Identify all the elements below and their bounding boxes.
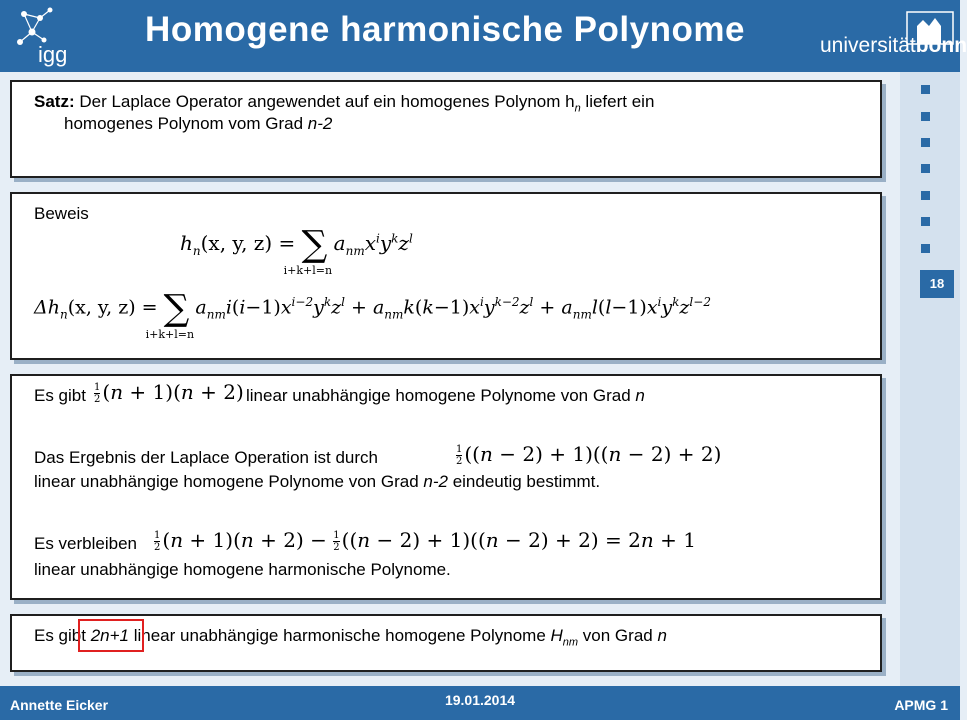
highlight-frame	[78, 619, 144, 652]
footer-bar	[0, 686, 960, 720]
date: 19.01.2014	[444, 692, 516, 708]
proof-label: Beweis	[34, 204, 89, 223]
nav-bullet-icon[interactable]	[921, 85, 930, 94]
theorem-line-2: homogenes Polynom vom Grad n-2	[64, 114, 333, 133]
nav-bullet-icon[interactable]	[921, 112, 930, 121]
nav-bullet-icon[interactable]	[921, 244, 930, 253]
course-label: APMG 1	[894, 697, 948, 713]
theorem-box	[10, 80, 882, 178]
svg-text:igg: igg	[38, 42, 68, 67]
result-line-1: Das Ergebnis der Laplace Operation ist durch	[34, 448, 378, 467]
formula-count-n: $\frac{1}{2}$ (n + 1)(n + 2)	[94, 380, 244, 405]
formula-count-n-2: $\frac{1}{2}$ ((n − 2) + 1)((n − 2) + 2)	[456, 442, 722, 467]
conclusion-line: Es gibt 2n+1 linear unabhängige harmonische homogene Polynome $H_{nm}$ von Grad n	[34, 626, 667, 649]
author: Annette Eicker	[10, 697, 109, 713]
count-line-1-end: linear unabhängige homogene Polynome von Grad n	[246, 386, 645, 405]
nav-bullet-icon[interactable]	[921, 138, 930, 147]
count-line-1: Es gibt	[34, 386, 86, 405]
theorem-line-1: Satz: Der Laplace Operator angewendet auf ein homogenes Polynom $h_n$ liefert ein	[34, 92, 655, 115]
remaining-line-1: Es verbleiben	[34, 534, 138, 553]
equation-laplace-hn: $\Delta h_n(x$, y, z) = ∑ i+k+l=n $a_{nm}i(i-1)x^{i-2}y^kz^l + a_{nm}k(k-1)x^iy^{k-2}z^l + a_{nm}l(l-1)x^iy^kz^{l-2}$	[34, 288, 711, 341]
university-bonn-logo: universitätbonn	[820, 4, 955, 66]
sidebar	[900, 72, 960, 686]
header-bar	[0, 0, 967, 72]
proof-box	[10, 192, 882, 360]
nav-bullet-icon[interactable]	[921, 217, 930, 226]
equation-hn: $h_n(x$, y, z) = ∑ i+k+l=n $a_{nm}x^iy^kz^l$	[180, 224, 413, 277]
result-line-2: linear unabhängige homogene Polynome von Grad n-2 eindeutig bestimmt.	[34, 472, 601, 491]
nav-bullet-icon[interactable]	[921, 191, 930, 200]
page-number: 18	[920, 270, 954, 298]
formula-remaining: $\frac{1}{2}$ (n + 1)(n + 2) − $\frac{1}{2}$ ((n − 2) + 1)((n − 2) + 2) = 2n + 1	[154, 528, 696, 553]
remaining-line-2: linear unabhängige homogene harmonische Polynome.	[34, 560, 451, 579]
page-title: Homogene harmonische Polynome	[145, 10, 745, 49]
nav-bullet-icon[interactable]	[921, 164, 930, 173]
count-box	[10, 374, 882, 600]
